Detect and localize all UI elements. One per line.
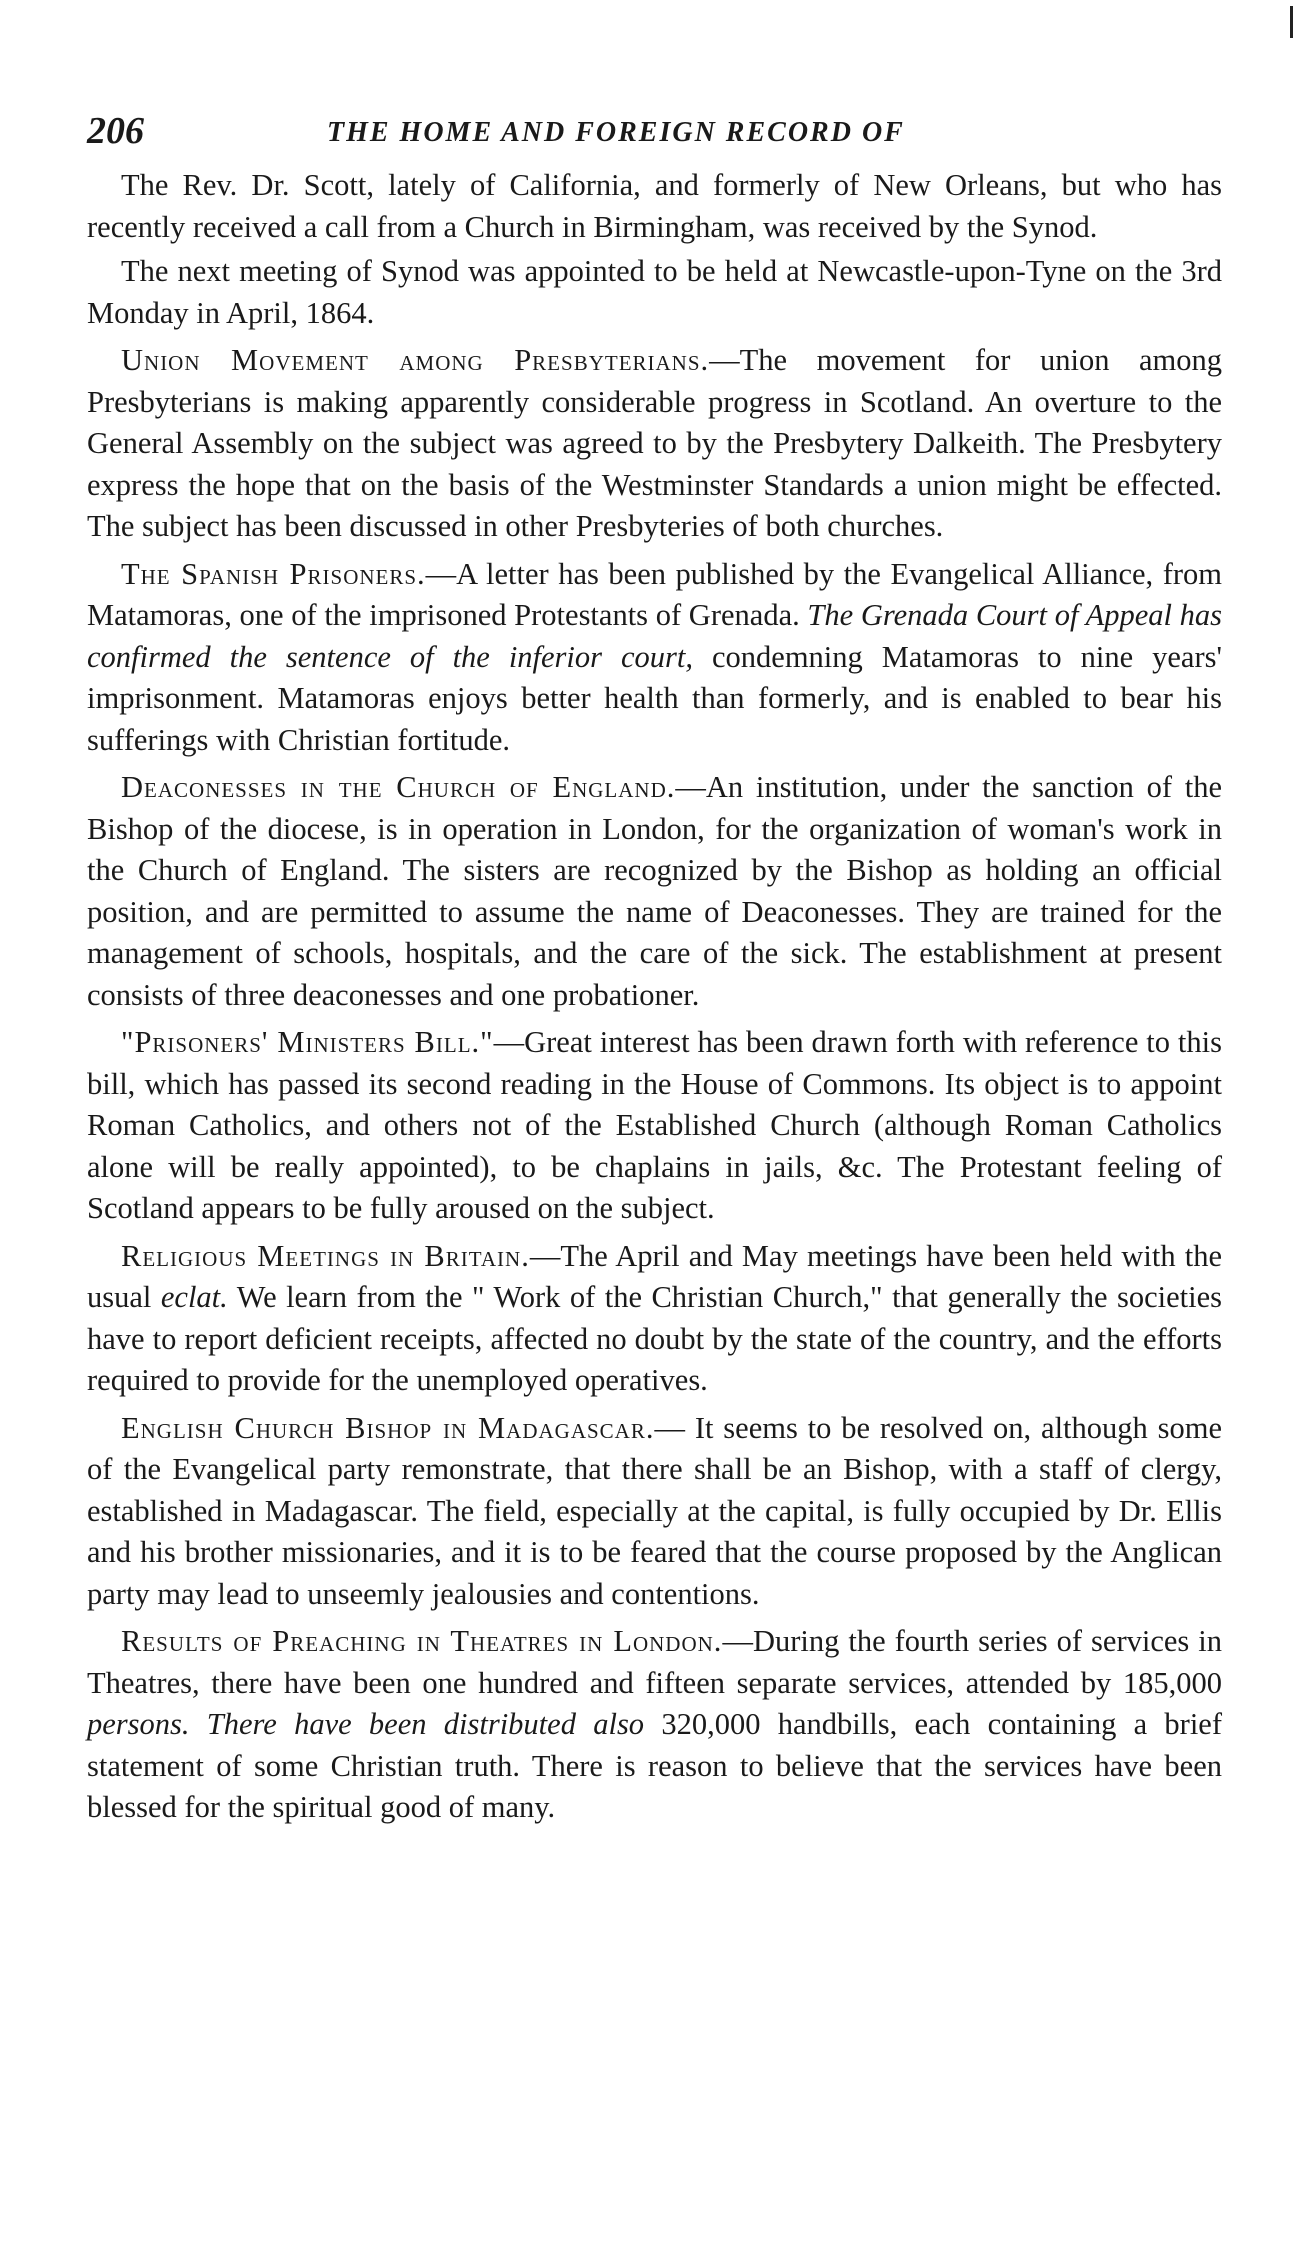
section-heading: Results of Preaching in Theatres in London. [121, 1624, 723, 1658]
page-number: 206 [87, 110, 144, 152]
paragraph-text: — It seems to be resolved on, although some of the Evangelical party remonstrate, that there shall be an Bishop, with a staff of clergy, established in Madagascar. The field, especially at the capital, is fully occupied by Dr. Ellis and his brother missionaries, and it is to be feared that the course proposed by the Anglican party may lead to unseemly jealousies and contentions. [87, 1410, 1222, 1611]
italic-text: The Grenada Court of Appeal has confirmed the sentence of the inferior court, [87, 598, 1223, 674]
paragraph-text-after: condemning Matamoras to nine years' imprisonment. Matamoras enjoys better health than formerly, and is enabled to bear his sufferings with Christian fortitude. [87, 639, 1222, 757]
article-body [87, 165, 1222, 1829]
paragraph-text: —An institution, under the sanction of the Bishop of the diocese, is in operation in London, for the organization of woman's work in the Church of England. The sisters are recognized by the Bishop as holding an official position, and are permitted to assume the name of Deaconesses. They are trained for the management of schools, hospitals, and the care of the sick. The establishment at present consists of three deaconesses and one probationer. [87, 770, 1222, 1012]
italic-text: eclat. [160, 1280, 228, 1314]
paragraph-text: The next meeting of Synod was appointed to be held at Newcastle-upon-Tyne on the 3rd Monday in April, 1864. [87, 254, 1222, 330]
section-heading: Religious Meetings in Britain. [121, 1238, 530, 1273]
page-edge-mark [1290, 6, 1293, 38]
paragraph-theatres [87, 1621, 1222, 1829]
paragraph-text-after: We learn from the " Work of the Christian Church," that generally the societies have to report deficient receipts, affected no doubt by the state of the country, and the efforts required to provide for the unemployed operatives. [87, 1280, 1223, 1397]
paragraph-madagascar [87, 1408, 1222, 1616]
italic-text: persons. There have been distributed also [87, 1707, 645, 1741]
paragraph-deaconesses [87, 767, 1222, 1016]
section-heading: Deaconesses in the Church of England. [121, 770, 676, 804]
paragraph-spanish-prisoners [87, 554, 1222, 762]
paragraph-next-meeting [87, 251, 1222, 334]
paragraph-ministers-bill [87, 1022, 1222, 1230]
paragraph-text: —A letter has been published by the Evangelical Alliance, from Matamoras, one of the imprisoned Protestants of Grenada. [87, 556, 1222, 632]
paragraph-scott [87, 165, 1222, 248]
section-heading: English Church Bishop in Madagascar. [121, 1410, 655, 1445]
paragraph-text: —Great interest has been drawn forth with reference to this bill, which has passed its second reading in the House of Commons. Its object is to appoint Roman Catholics, and others not of the Established Church (although Roman Catholics alone will be really appointed), to be chaplains in jails, &c. The Protestant feeling of Scotland appears to be fully aroused on the subject. [87, 1025, 1222, 1225]
section-heading: The Spanish Prisoners. [121, 556, 426, 591]
paragraph-text: —The April and May meetings have been held with the usual [87, 1238, 1222, 1314]
section-heading: Union Movement among Presbyterians. [121, 343, 710, 377]
paragraph-text: —During the fourth series of services in Theatres, there have been one hundred and fifteen separate services, attended by 185,000 [87, 1624, 1222, 1700]
document-page [87, 95, 1222, 1832]
paragraph-text: —The movement for union among Presbyterians is making apparently considerable progress in Scotland. An overture to the General Assembly on the subject was agreed to by the Presbytery Dalkeith. The Presbytery express the hope that on the basis of the Westminster Standards a union might be effected. The subject has been discussed in other Presbyteries of both churches. [87, 343, 1222, 543]
paragraph-text-after: 320,000 handbills, each containing a brief statement of some Christian truth. There is reason to believe that the services have been blessed for the spiritual good of many. [87, 1707, 1222, 1824]
running-head: THE HOME AND FOREIGN RECORD OF [327, 117, 905, 148]
page-header [87, 95, 1222, 155]
paragraph-union-movement [87, 340, 1222, 548]
section-heading: "Prisoners' Ministers Bill." [121, 1025, 494, 1059]
paragraph-religious-meetings [87, 1236, 1222, 1402]
paragraph-text: The Rev. Dr. Scott, lately of California, and formerly of New Orleans, but who has recently received a call from a Church in Birmingham, was received by the Synod. [87, 168, 1222, 244]
